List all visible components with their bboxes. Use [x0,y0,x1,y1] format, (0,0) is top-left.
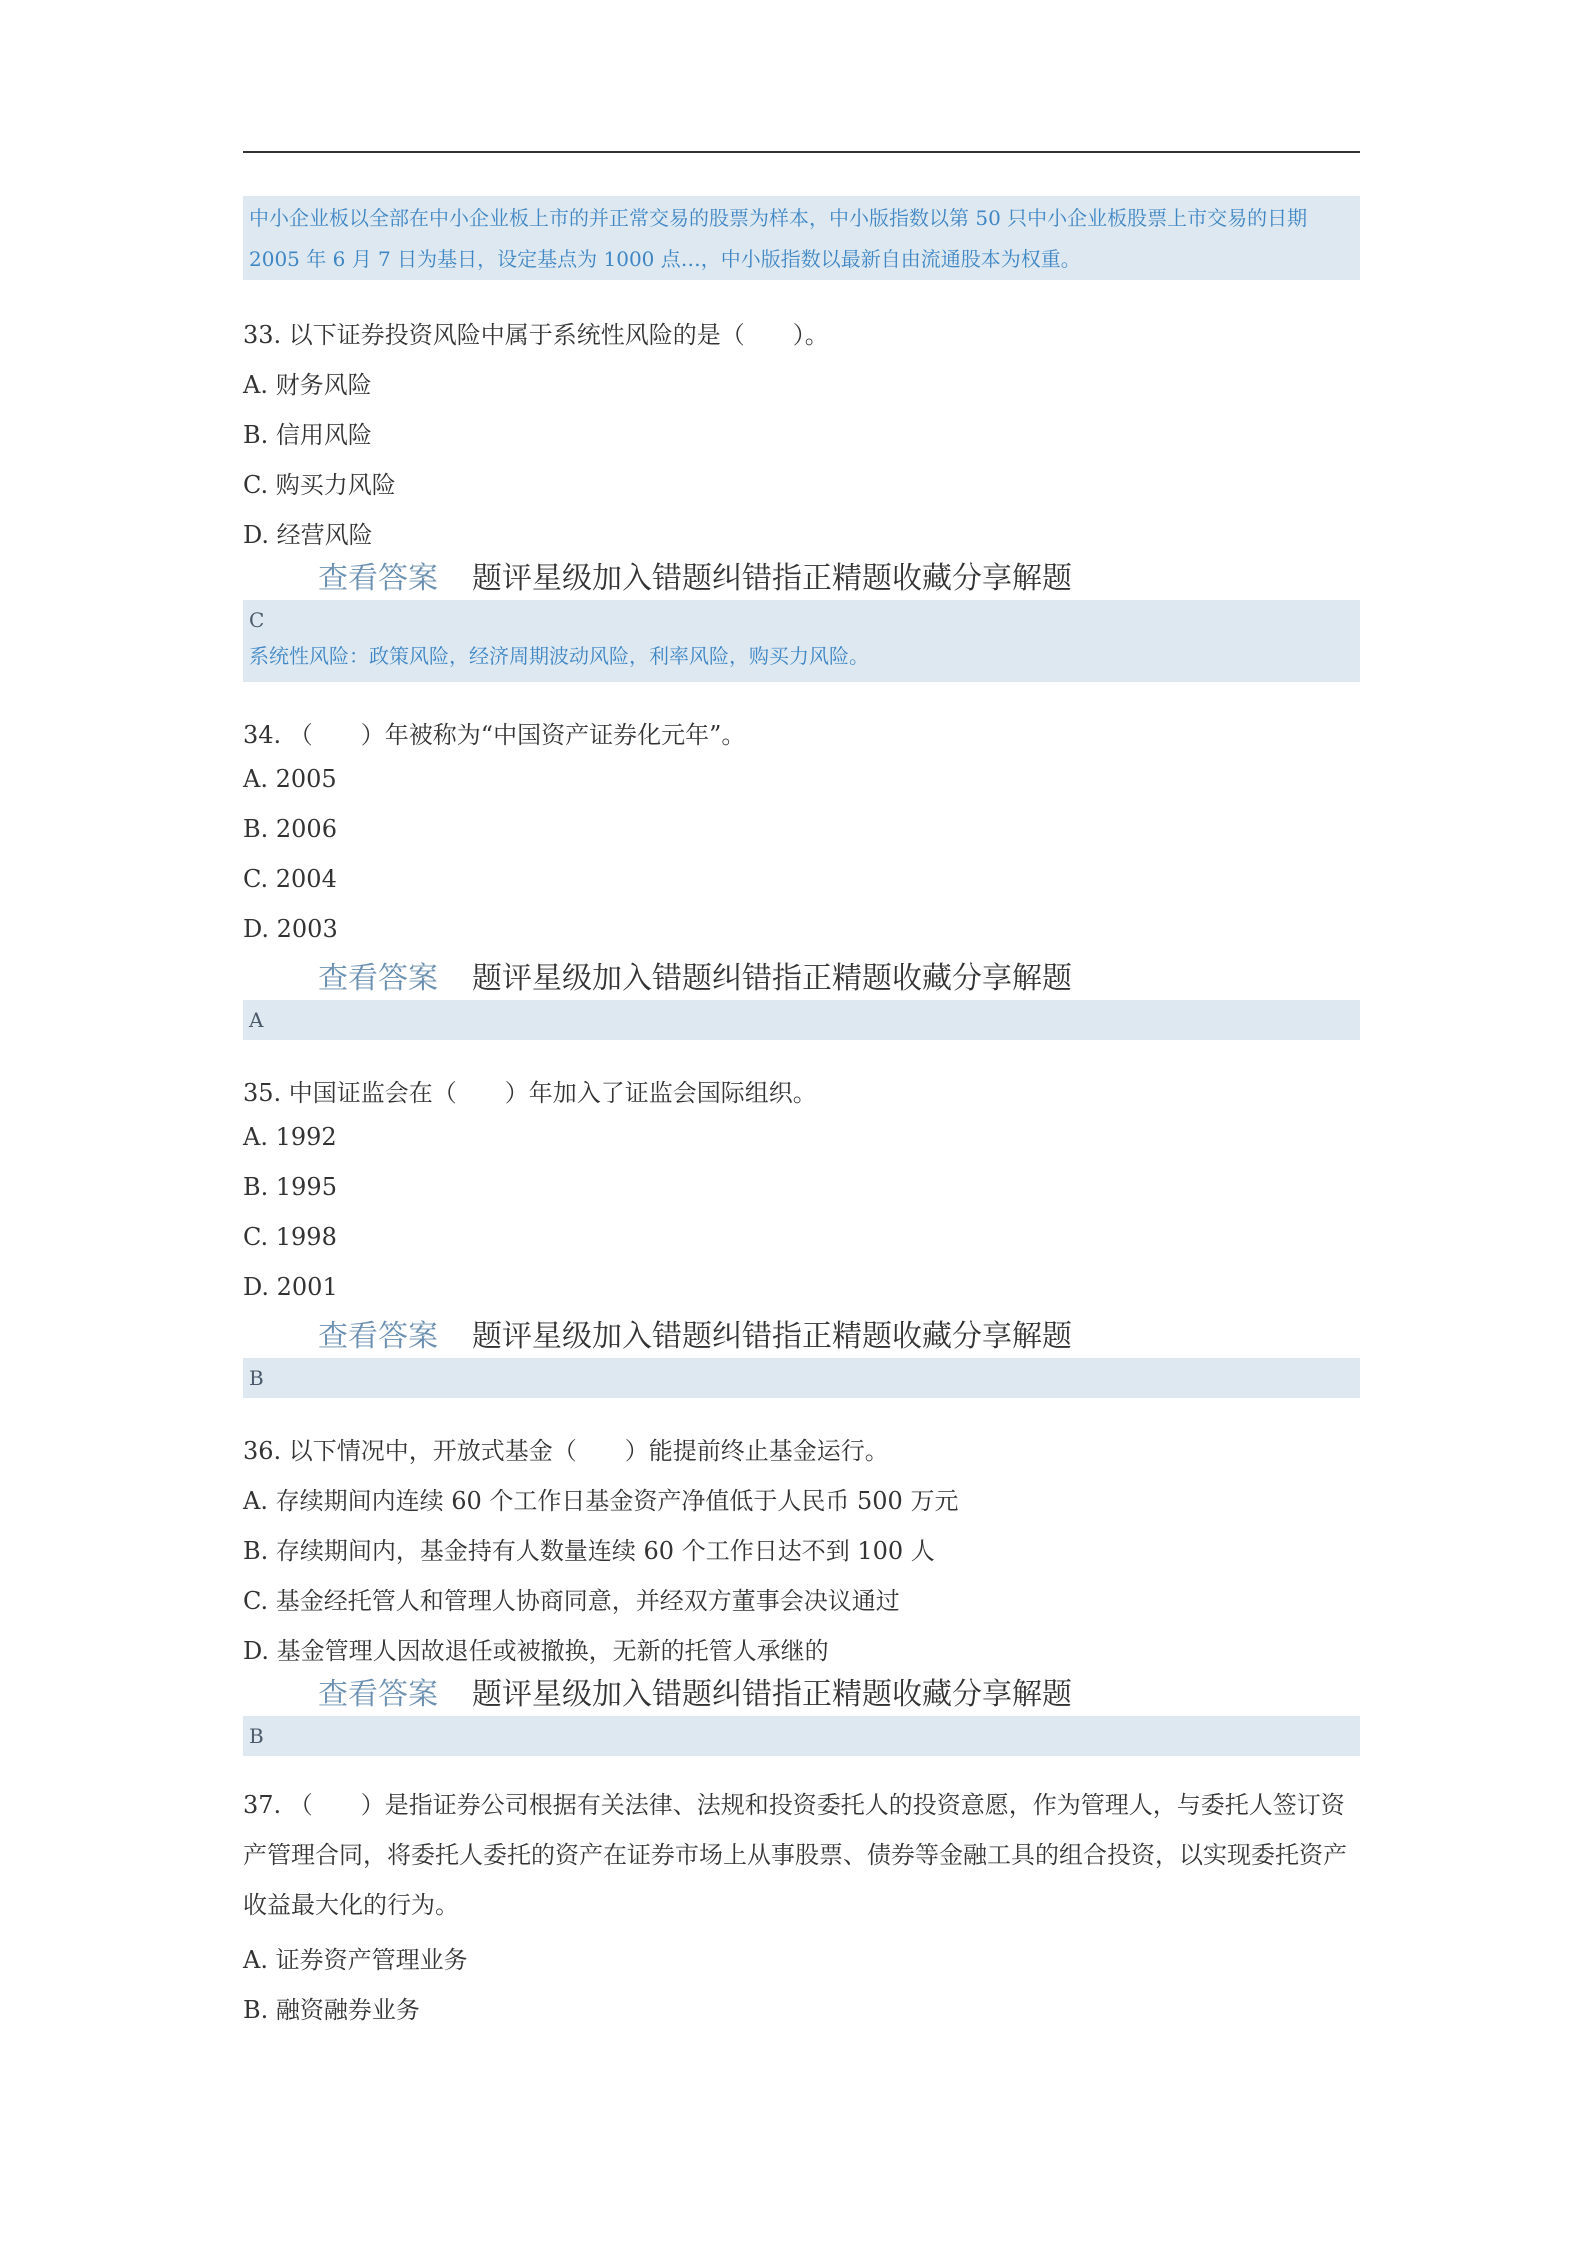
view-answer-link[interactable]: 查看答案 [318,961,438,996]
question-stem: 34. （ ）年被称为“中国资产证券化元年”。 [243,721,746,749]
option-a: A. 1992 [243,1123,337,1151]
explanation-text: 系统性风险：政策风险，经济周期波动风险，利率风险，购买力风险。 [249,644,869,668]
option-c: C. 购买力风险 [243,471,396,499]
option-a: A. 2005 [243,765,337,793]
option-b: B. 1995 [243,1173,337,1201]
option-a: A. 财务风险 [243,371,372,399]
answer-box [243,1358,1360,1398]
answer-box [243,1716,1360,1756]
toolbar-actions[interactable]: 题评星级加入错题纠错指正精题收藏分享解题 [472,1319,1072,1354]
question-toolbar [318,553,1072,597]
explanation-text: 中小企业板以全部在中小企业板上市的并正常交易的股票为样本，中小版指数以第 50 只中小企业板股票上市交易的日期 2005 年 6 月 7 日为基日，设定基点为 1000 点…，中小版指数以最新自由流通股本为权重。 [249,206,1308,271]
question-toolbar [318,1669,1072,1713]
question-stem: 33. 以下证券投资风险中属于系统性风险的是（ ）。 [243,321,829,349]
question-stem: 36. 以下情况中，开放式基金（ ）能提前终止基金运行。 [243,1437,889,1465]
answer-letter: B [249,1724,264,1748]
answer-letter: C [249,608,265,632]
view-answer-link[interactable]: 查看答案 [318,561,438,596]
option-d: D. 2003 [243,915,338,943]
toolbar-actions[interactable]: 题评星级加入错题纠错指正精题收藏分享解题 [472,561,1072,596]
view-answer-link[interactable]: 查看答案 [318,1319,438,1354]
option-d: D. 经营风险 [243,521,373,549]
question-toolbar [318,953,1072,997]
question-stem: 37. （ ）是指证券公司根据有关法律、法规和投资委托人的投资意愿，作为管理人，与委托人签订资产管理合同，将委托人委托的资产在证券市场上从事股票、债券等金融工具的组合投资，以实现委托资产收益最大化的行为。 [243,1791,1347,1919]
option-c: C. 1998 [243,1223,337,1251]
option-b: B. 2006 [243,815,337,843]
explanation-box [243,196,1360,280]
toolbar-actions[interactable]: 题评星级加入错题纠错指正精题收藏分享解题 [472,961,1072,996]
option-c: C. 2004 [243,865,337,893]
answer-letter: A [249,1008,264,1032]
option-d: D. 2001 [243,1273,338,1301]
option-b: B. 存续期间内，基金持有人数量连续 60 个工作日达不到 100 人 [243,1537,935,1565]
option-a: A. 存续期间内连续 60 个工作日基金资产净值低于人民币 500 万元 [243,1487,959,1515]
question-stem: 35. 中国证监会在（ ）年加入了证监会国际组织。 [243,1079,817,1107]
answer-box [243,1000,1360,1040]
answer-letter: B [249,1366,264,1390]
option-b: B. 融资融券业务 [243,1996,420,2024]
option-c: C. 基金经托管人和管理人协商同意，并经双方董事会决议通过 [243,1587,900,1615]
question-toolbar [318,1311,1072,1355]
option-b: B. 信用风险 [243,421,372,449]
option-a: A. 证券资产管理业务 [243,1946,468,1974]
option-d: D. 基金管理人因故退任或被撤换，无新的托管人承继的 [243,1637,829,1665]
answer-box [243,600,1360,682]
toolbar-actions[interactable]: 题评星级加入错题纠错指正精题收藏分享解题 [472,1677,1072,1712]
header-rule [243,151,1360,153]
view-answer-link[interactable]: 查看答案 [318,1677,438,1712]
